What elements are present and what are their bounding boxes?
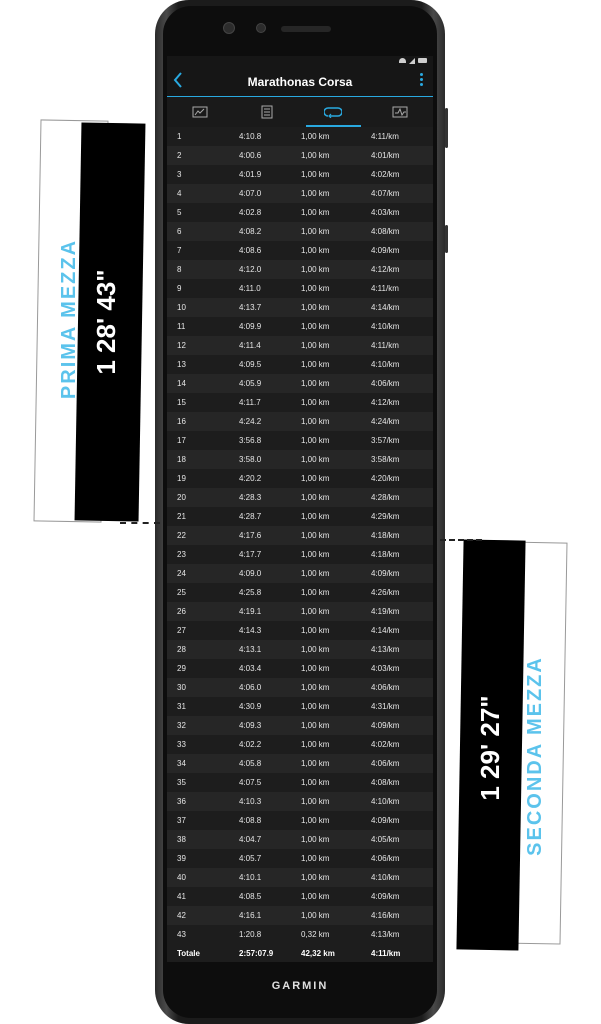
lap-distance: 1,00 km bbox=[301, 512, 330, 521]
lap-distance: 1,00 km bbox=[301, 455, 330, 464]
table-row[interactable] bbox=[167, 792, 433, 811]
lap-distance: 1,00 km bbox=[301, 398, 330, 407]
table-row[interactable] bbox=[167, 811, 433, 830]
lap-distance: 1,00 km bbox=[301, 569, 330, 578]
lap-number: 12 bbox=[177, 341, 186, 350]
table-row[interactable] bbox=[167, 374, 433, 393]
battery-icon bbox=[418, 58, 427, 63]
lap-pace: 4:18/km bbox=[371, 531, 400, 540]
lap-distance: 1,00 km bbox=[301, 816, 330, 825]
lap-time: 4:09.9 bbox=[239, 322, 262, 331]
dot-icon bbox=[420, 83, 423, 86]
table-row[interactable] bbox=[167, 697, 433, 716]
volume-button bbox=[445, 108, 448, 148]
table-row[interactable] bbox=[167, 678, 433, 697]
front-camera-icon bbox=[223, 22, 235, 34]
lap-number: 3 bbox=[177, 170, 182, 179]
lap-time: 4:09.5 bbox=[239, 360, 262, 369]
app-screen bbox=[167, 56, 433, 962]
total-time: 2:57:07.9 bbox=[239, 944, 301, 962]
table-row[interactable] bbox=[167, 773, 433, 792]
table-row[interactable] bbox=[167, 545, 433, 564]
brand-logo: GARMIN bbox=[271, 980, 329, 992]
lap-time: 4:16.1 bbox=[239, 911, 262, 920]
sensor-icon bbox=[256, 23, 266, 33]
lap-pace: 4:10/km bbox=[371, 873, 400, 882]
lap-distance: 1,00 km bbox=[301, 626, 330, 635]
lap-number: 27 bbox=[177, 626, 186, 635]
lap-pace: 4:29/km bbox=[371, 512, 400, 521]
lap-pace: 4:24/km bbox=[371, 417, 400, 426]
table-row[interactable] bbox=[167, 469, 433, 488]
lap-number: 25 bbox=[177, 588, 186, 597]
lap-time: 4:11.4 bbox=[239, 341, 261, 350]
lap-pace: 4:08/km bbox=[371, 778, 400, 787]
table-row[interactable] bbox=[167, 146, 433, 165]
chart-icon bbox=[392, 106, 408, 118]
tab-details[interactable] bbox=[234, 97, 301, 127]
earpiece-speaker bbox=[281, 26, 331, 32]
lap-number: 39 bbox=[177, 854, 186, 863]
lap-distance: 1,00 km bbox=[301, 341, 330, 350]
first-half-time: 1 28' 43" bbox=[91, 269, 121, 375]
lap-pace: 4:11/km bbox=[371, 341, 399, 350]
table-row[interactable] bbox=[167, 298, 433, 317]
lap-pace: 3:57/km bbox=[371, 436, 400, 445]
table-row[interactable] bbox=[167, 412, 433, 431]
lap-time: 4:10.3 bbox=[239, 797, 262, 806]
lap-number: 6 bbox=[177, 227, 182, 236]
lap-number: 41 bbox=[177, 892, 186, 901]
lap-time: 4:03.4 bbox=[239, 664, 262, 673]
table-row[interactable] bbox=[167, 355, 433, 374]
lap-number: 29 bbox=[177, 664, 186, 673]
lap-number: 35 bbox=[177, 778, 186, 787]
laps-table-body bbox=[167, 127, 433, 962]
tab-bar bbox=[167, 96, 433, 127]
lap-number: 40 bbox=[177, 873, 186, 882]
lap-time: 4:14.3 bbox=[239, 626, 262, 635]
lap-pace: 4:28/km bbox=[371, 493, 400, 502]
signal-icon bbox=[409, 58, 415, 64]
table-row[interactable] bbox=[167, 925, 433, 944]
lap-pace: 4:11/km bbox=[371, 284, 399, 293]
page-title: Marathonas Corsa bbox=[247, 75, 353, 89]
table-row[interactable] bbox=[167, 754, 433, 773]
lap-distance: 1,00 km bbox=[301, 873, 330, 882]
table-row[interactable] bbox=[167, 830, 433, 849]
lap-pace: 4:09/km bbox=[371, 816, 400, 825]
lap-number: 13 bbox=[177, 360, 186, 369]
lap-distance: 1,00 km bbox=[301, 531, 330, 540]
lap-number: 5 bbox=[177, 208, 182, 217]
details-icon bbox=[261, 105, 273, 119]
lap-number: 34 bbox=[177, 759, 186, 768]
app-header bbox=[167, 68, 433, 96]
lap-distance: 1,00 km bbox=[301, 607, 330, 616]
lap-pace: 4:14/km bbox=[371, 303, 400, 312]
table-row[interactable] bbox=[167, 488, 433, 507]
total-label: Totale bbox=[167, 944, 239, 962]
lap-number: 10 bbox=[177, 303, 186, 312]
lap-number: 7 bbox=[177, 246, 182, 255]
lap-number: 17 bbox=[177, 436, 186, 445]
total-distance: 42,32 km bbox=[301, 944, 371, 962]
second-half-time: 1 29' 27" bbox=[475, 695, 505, 801]
lap-distance: 1,00 km bbox=[301, 417, 330, 426]
lap-distance: 1,00 km bbox=[301, 911, 330, 920]
table-row[interactable] bbox=[167, 127, 433, 146]
table-row[interactable] bbox=[167, 583, 433, 602]
second-half-connector bbox=[440, 539, 482, 541]
lap-pace: 4:16/km bbox=[371, 911, 400, 920]
lap-pace: 4:13/km bbox=[371, 930, 400, 939]
lap-time: 4:25.8 bbox=[239, 588, 262, 597]
lap-number: 36 bbox=[177, 797, 186, 806]
summary-icon bbox=[192, 106, 208, 118]
lap-pace: 4:10/km bbox=[371, 322, 400, 331]
lap-pace: 4:14/km bbox=[371, 626, 400, 635]
lap-distance: 1,00 km bbox=[301, 740, 330, 749]
lap-time: 4:13.7 bbox=[239, 303, 262, 312]
first-half-label: PRIMA MEZZA bbox=[58, 238, 80, 400]
lap-time: 4:13.1 bbox=[239, 645, 262, 654]
lap-pace: 4:12/km bbox=[371, 265, 400, 274]
lap-time: 4:09.0 bbox=[239, 569, 262, 578]
lap-number: 8 bbox=[177, 265, 182, 274]
lap-pace: 4:02/km bbox=[371, 170, 400, 179]
lap-pace: 4:13/km bbox=[371, 645, 400, 654]
table-row[interactable] bbox=[167, 868, 433, 887]
lap-time: 3:58.0 bbox=[239, 455, 262, 464]
lap-number: 22 bbox=[177, 531, 186, 540]
laps-icon bbox=[324, 106, 342, 118]
table-row[interactable] bbox=[167, 849, 433, 868]
power-button bbox=[445, 225, 448, 253]
table-row[interactable] bbox=[167, 906, 433, 925]
lap-time: 4:17.7 bbox=[239, 550, 262, 559]
table-row[interactable] bbox=[167, 564, 433, 583]
lap-time: 4:20.2 bbox=[239, 474, 262, 483]
status-bar bbox=[167, 56, 433, 68]
table-row[interactable] bbox=[167, 279, 433, 298]
dot-icon bbox=[420, 73, 423, 76]
lap-pace: 4:09/km bbox=[371, 892, 400, 901]
lap-distance: 1,00 km bbox=[301, 284, 330, 293]
lap-time: 4:05.8 bbox=[239, 759, 262, 768]
lap-time: 4:08.6 bbox=[239, 246, 262, 255]
table-row[interactable] bbox=[167, 431, 433, 450]
lap-time: 1:20.8 bbox=[239, 930, 262, 939]
lap-pace: 4:01/km bbox=[371, 151, 400, 160]
table-row[interactable] bbox=[167, 450, 433, 469]
lap-distance: 1,00 km bbox=[301, 683, 330, 692]
lap-number: 21 bbox=[177, 512, 186, 521]
lap-pace: 4:10/km bbox=[371, 797, 400, 806]
lap-time: 4:28.7 bbox=[239, 512, 262, 521]
lap-number: 30 bbox=[177, 683, 186, 692]
lap-time: 4:01.9 bbox=[239, 170, 262, 179]
lap-distance: 1,00 km bbox=[301, 778, 330, 787]
lap-distance: 1,00 km bbox=[301, 474, 330, 483]
table-row[interactable] bbox=[167, 393, 433, 412]
lap-pace: 4:09/km bbox=[371, 721, 400, 730]
table-row[interactable] bbox=[167, 336, 433, 355]
lap-distance: 1,00 km bbox=[301, 246, 330, 255]
lap-distance: 0,32 km bbox=[301, 930, 330, 939]
lap-distance: 1,00 km bbox=[301, 189, 330, 198]
lap-time: 4:11.0 bbox=[239, 284, 261, 293]
lap-number: 37 bbox=[177, 816, 186, 825]
lap-pace: 4:12/km bbox=[371, 398, 400, 407]
lap-distance: 1,00 km bbox=[301, 645, 330, 654]
lap-distance: 1,00 km bbox=[301, 379, 330, 388]
table-row[interactable] bbox=[167, 602, 433, 621]
lap-time: 4:08.5 bbox=[239, 892, 262, 901]
lap-number: 20 bbox=[177, 493, 186, 502]
tab-chart[interactable] bbox=[367, 97, 434, 127]
lap-number: 18 bbox=[177, 455, 186, 464]
table-row[interactable] bbox=[167, 735, 433, 754]
table-row[interactable] bbox=[167, 887, 433, 906]
lap-pace: 4:06/km bbox=[371, 379, 400, 388]
total-row bbox=[167, 944, 433, 962]
lap-number: 23 bbox=[177, 550, 186, 559]
lap-time: 4:10.8 bbox=[239, 132, 262, 141]
table-row[interactable] bbox=[167, 203, 433, 222]
lap-pace: 4:10/km bbox=[371, 360, 400, 369]
lap-time: 4:00.6 bbox=[239, 151, 262, 160]
lap-time: 4:04.7 bbox=[239, 835, 262, 844]
lap-number: 2 bbox=[177, 151, 182, 160]
lap-distance: 1,00 km bbox=[301, 265, 330, 274]
lap-number: 9 bbox=[177, 284, 182, 293]
lap-time: 4:06.0 bbox=[239, 683, 262, 692]
lap-pace: 4:08/km bbox=[371, 227, 400, 236]
lap-number: 31 bbox=[177, 702, 186, 711]
lap-pace: 4:05/km bbox=[371, 835, 400, 844]
lap-time: 4:11.7 bbox=[239, 398, 261, 407]
lap-number: 38 bbox=[177, 835, 186, 844]
lap-time: 4:08.8 bbox=[239, 816, 262, 825]
lap-distance: 1,00 km bbox=[301, 303, 330, 312]
table-row[interactable] bbox=[167, 260, 433, 279]
tab-laps[interactable] bbox=[300, 97, 367, 127]
lap-pace: 4:19/km bbox=[371, 607, 400, 616]
lap-distance: 1,00 km bbox=[301, 550, 330, 559]
table-row[interactable] bbox=[167, 222, 433, 241]
lap-number: 42 bbox=[177, 911, 186, 920]
lap-time: 4:10.1 bbox=[239, 873, 262, 882]
table-row[interactable] bbox=[167, 716, 433, 735]
lap-time: 4:09.3 bbox=[239, 721, 262, 730]
lap-number: 33 bbox=[177, 740, 186, 749]
lap-distance: 1,00 km bbox=[301, 170, 330, 179]
lap-number: 28 bbox=[177, 645, 186, 654]
total-pace: 4:11/km bbox=[371, 944, 433, 962]
lap-time: 4:07.0 bbox=[239, 189, 262, 198]
lap-number: 32 bbox=[177, 721, 186, 730]
lap-distance: 1,00 km bbox=[301, 664, 330, 673]
lap-distance: 1,00 km bbox=[301, 208, 330, 217]
lap-distance: 1,00 km bbox=[301, 854, 330, 863]
table-row[interactable] bbox=[167, 241, 433, 260]
lap-number: 1 bbox=[177, 132, 182, 141]
status-icons bbox=[399, 58, 427, 64]
wifi-icon bbox=[399, 58, 406, 63]
lap-time: 4:08.2 bbox=[239, 227, 262, 236]
lap-pace: 4:06/km bbox=[371, 759, 400, 768]
lap-pace: 4:18/km bbox=[371, 550, 400, 559]
lap-number: 14 bbox=[177, 379, 186, 388]
lap-distance: 1,00 km bbox=[301, 892, 330, 901]
lap-time: 4:02.2 bbox=[239, 740, 262, 749]
table-row[interactable] bbox=[167, 507, 433, 526]
first-half-connector bbox=[120, 522, 160, 524]
lap-pace: 4:20/km bbox=[371, 474, 400, 483]
lap-distance: 1,00 km bbox=[301, 151, 330, 160]
lap-distance: 1,00 km bbox=[301, 721, 330, 730]
lap-time: 4:07.5 bbox=[239, 778, 262, 787]
second-half-label: SECONDA MEZZA bbox=[524, 656, 546, 856]
lap-number: 4 bbox=[177, 189, 182, 198]
lap-time: 4:30.9 bbox=[239, 702, 262, 711]
lap-time: 4:28.3 bbox=[239, 493, 262, 502]
lap-pace: 4:31/km bbox=[371, 702, 400, 711]
lap-time: 4:12.0 bbox=[239, 265, 262, 274]
lap-time: 4:05.7 bbox=[239, 854, 262, 863]
lap-time: 4:17.6 bbox=[239, 531, 262, 540]
lap-distance: 1,00 km bbox=[301, 702, 330, 711]
lap-pace: 4:06/km bbox=[371, 683, 400, 692]
lap-distance: 1,00 km bbox=[301, 835, 330, 844]
table-row[interactable] bbox=[167, 640, 433, 659]
lap-time: 4:24.2 bbox=[239, 417, 262, 426]
lap-distance: 1,00 km bbox=[301, 588, 330, 597]
lap-pace: 4:11/km bbox=[371, 132, 399, 141]
lap-pace: 4:03/km bbox=[371, 664, 400, 673]
lap-distance: 1,00 km bbox=[301, 227, 330, 236]
lap-pace: 4:06/km bbox=[371, 854, 400, 863]
more-menu-button[interactable] bbox=[419, 73, 425, 89]
lap-distance: 1,00 km bbox=[301, 797, 330, 806]
lap-pace: 4:09/km bbox=[371, 246, 400, 255]
lap-pace: 3:58/km bbox=[371, 455, 400, 464]
lap-pace: 4:03/km bbox=[371, 208, 400, 217]
table-row[interactable] bbox=[167, 659, 433, 678]
dot-icon bbox=[420, 78, 423, 81]
lap-number: 43 bbox=[177, 930, 186, 939]
table-row[interactable] bbox=[167, 317, 433, 336]
lap-distance: 1,00 km bbox=[301, 493, 330, 502]
table-row[interactable] bbox=[167, 526, 433, 545]
lap-pace: 4:02/km bbox=[371, 740, 400, 749]
lap-distance: 1,00 km bbox=[301, 360, 330, 369]
lap-time: 4:05.9 bbox=[239, 379, 262, 388]
lap-number: 15 bbox=[177, 398, 186, 407]
table-row[interactable] bbox=[167, 184, 433, 203]
lap-pace: 4:09/km bbox=[371, 569, 400, 578]
lap-distance: 1,00 km bbox=[301, 132, 330, 141]
lap-pace: 4:26/km bbox=[371, 588, 400, 597]
tab-summary[interactable] bbox=[167, 97, 234, 127]
lap-pace: 4:07/km bbox=[371, 189, 400, 198]
lap-distance: 1,00 km bbox=[301, 436, 330, 445]
laps-table bbox=[167, 127, 433, 962]
lap-number: 26 bbox=[177, 607, 186, 616]
lap-number: 19 bbox=[177, 474, 186, 483]
lap-number: 11 bbox=[177, 322, 186, 331]
lap-time: 3:56.8 bbox=[239, 436, 262, 445]
table-row[interactable] bbox=[167, 621, 433, 640]
lap-distance: 1,00 km bbox=[301, 322, 330, 331]
lap-time: 4:02.8 bbox=[239, 208, 262, 217]
table-row[interactable] bbox=[167, 165, 433, 184]
lap-distance: 1,00 km bbox=[301, 759, 330, 768]
lap-number: 24 bbox=[177, 569, 186, 578]
lap-number: 16 bbox=[177, 417, 186, 426]
lap-time: 4:19.1 bbox=[239, 607, 262, 616]
